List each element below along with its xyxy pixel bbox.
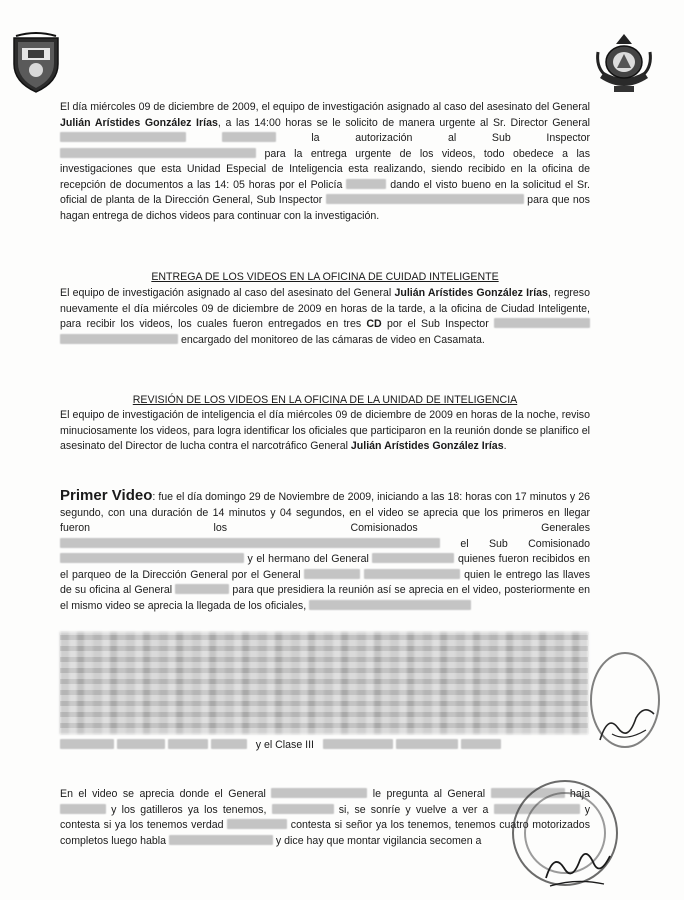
redaction xyxy=(364,569,460,579)
redaction xyxy=(60,739,114,749)
redaction xyxy=(372,553,454,563)
redaction xyxy=(60,132,186,142)
redaction xyxy=(323,739,393,749)
redaction xyxy=(326,194,524,204)
general-name: Julián Arístides González Irías xyxy=(60,116,218,129)
redaction xyxy=(60,553,244,563)
redaction xyxy=(60,804,106,814)
paragraph-request: El día miércoles 09 de diciembre de 2009, el equipo de investigación asignado al caso del asesinato del General Julián Arístides González Irías, a las 14:00 horas se le solicito de manera urgente al Sr. Director General la autorización al Sub Inspector para la entrega urgente de los videos, todo obedece a las investigaciones que esta Unidad Especial de Inteligencia esta realizando, siendo recibido en la oficina de recepción de documentos a las 14: 05 horas por el Policía dando el visto bueno en la solicitud el Sr. oficial de planta de la Dirección General, Sub Inspector para que nos hagan entrega de dichos videos para continuar con la investigación. xyxy=(60,101,590,222)
redaction xyxy=(227,819,287,829)
redaction xyxy=(271,788,367,798)
paragraph-first-video-end: y el Clase III xyxy=(60,738,590,754)
general-name: Julián Arístides González Irías xyxy=(394,287,548,299)
general-name: Julián Arístides González Irías xyxy=(350,440,504,452)
redaction xyxy=(169,835,273,845)
redaction xyxy=(60,538,440,548)
redaction xyxy=(272,804,334,814)
redaction xyxy=(304,569,360,579)
first-video-label: Primer Video xyxy=(60,487,153,504)
redaction xyxy=(60,148,256,158)
paragraph-conversation: En el video se aprecia donde el General le pregunta al General haja y los gatilleros ya los tenemos, si, se sonríe y vuelve a ver a y contesta si ya los tenemos verdad contesta si señor ya los tenemos, tenemos cuatro motorizados completos luego habla y dice hay que montar vigilancia secomen a xyxy=(60,788,590,847)
redaction xyxy=(494,318,590,328)
cd-label: CD xyxy=(366,318,382,330)
heading-review: REVISIÓN DE LOS VIDEOS EN LA OFICINA DE LA UNIDAD DE INTELIGENCIA xyxy=(132,394,518,406)
redaction xyxy=(222,132,276,142)
coat-of-arms-emblem xyxy=(592,32,656,96)
redaction xyxy=(60,334,178,344)
paragraph-review: El equipo de investigación de inteligencia el día miércoles 09 de diciembre de 2009 en horas de la noche, reviso minuciosamente los videos, para logra identificar los oficiales que participaron en la reunión donde se planifico el asesinato del Director de lucha contra el narcotráfico General Julián Arístides González Irías. xyxy=(60,409,590,452)
paragraph-first-video: Primer Video: fue el día domingo 29 de Noviembre de 2009, iniciando a las 18: horas con 17 minutos y 26 segundo, con una duración de 14 minutos y 04 segundos, en el video se aprecia que los primeros en llegar fueron los Comisionados Generales el Sub Comisionado y el hermano del General quienes fueron recibidos en el parqueo de la Dirección General por el General quien le entrego las llaves de su oficina al General para que presidiera la reunión así se aprecia en el video, posteriormente en el mismo video se aprecia la llegada de los oficiales, xyxy=(60,487,590,612)
signature xyxy=(596,694,660,750)
signature xyxy=(540,838,616,894)
redacted-block-texture xyxy=(60,632,588,734)
heading-delivery: ENTREGA DE LOS VIDEOS EN LA OFICINA DE CUIDAD INTELIGENTE xyxy=(151,271,499,283)
redaction xyxy=(309,600,471,610)
paragraph-delivery: El equipo de investigación asignado al caso del asesinato del General Julián Arístides González Irías, regreso nuevamente el día miércoles 09 de diciembre de 2009 en horas de la tarde, a la oficina de Ciudad Inteligente, para recibir los videos, los cuales fueron entregados en tres CD por el Sub Inspector encargado del monitoreo de las cámaras de video en Casamata. xyxy=(60,287,590,346)
police-shield-emblem xyxy=(8,30,64,94)
redaction xyxy=(461,739,501,749)
redaction xyxy=(211,739,247,749)
redaction xyxy=(168,739,208,749)
redaction xyxy=(117,739,165,749)
redaction xyxy=(175,584,229,594)
redaction xyxy=(396,739,458,749)
redaction xyxy=(346,179,386,189)
